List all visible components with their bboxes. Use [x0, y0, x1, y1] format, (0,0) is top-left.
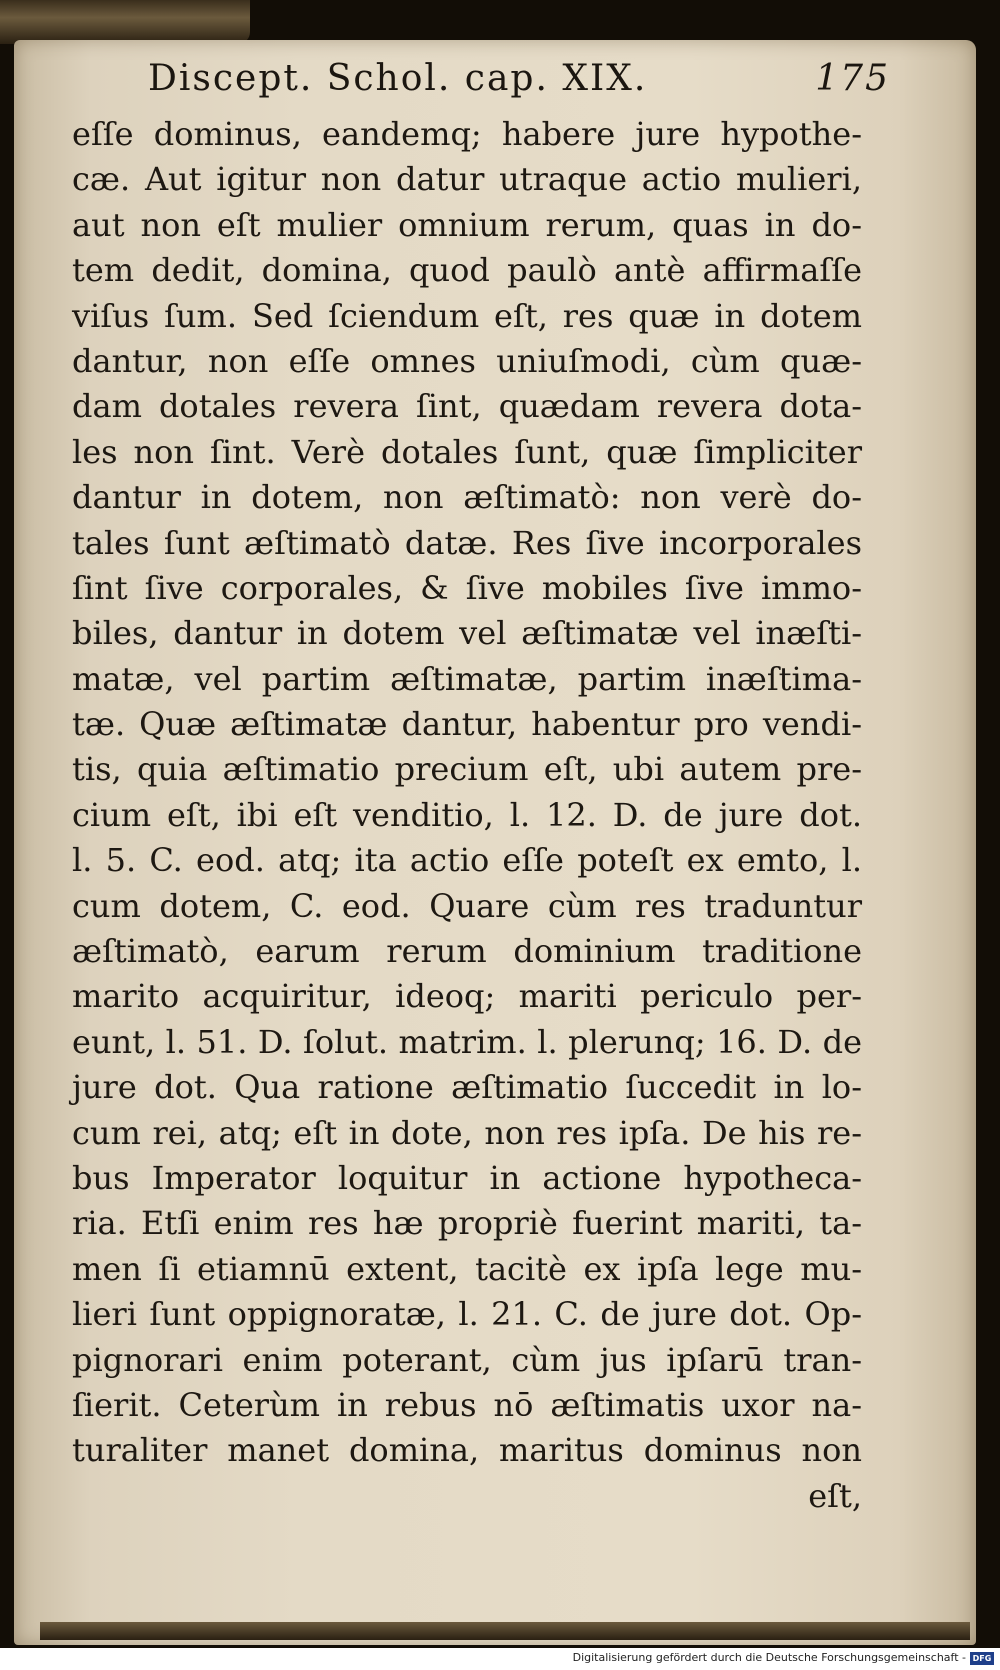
text-line: jure dot. Qua ratione æſtimatio ſuccedit in lo- [72, 1068, 862, 1107]
text-line: æſtimatò, earum rerum dominium traditione [72, 932, 862, 971]
text-line: bus Imperator loquitur in actione hypotheca- [72, 1158, 862, 1197]
page-body-text [72, 112, 862, 1519]
page-number: 175 [815, 58, 890, 99]
text-line: les non ſint. Verè dotales ſunt, quæ ſimpliciter [72, 432, 862, 471]
text-line: dantur in dotem, non æſtimatò: non verè do- [72, 478, 862, 517]
text-line: cium eſt, ibi eſt venditio, l. 12. D. de jure dot. [72, 795, 862, 834]
digitization-footer [0, 1648, 1000, 1670]
text-line: pignorari enim poterant, cùm jus ipſarū tran- [72, 1340, 862, 1379]
text-line: ſint ſive corporales, & ſive mobiles ſive immo- [72, 568, 862, 607]
dfg-logo: DFG [970, 1652, 994, 1665]
text-line: dam dotales revera ſint, quædam revera dota- [72, 387, 862, 426]
text-line: cæ. Aut igitur non datur utraque actio mulieri, [72, 160, 862, 199]
text-line: marito acquiritur, ideoq; mariti periculo per- [72, 977, 862, 1016]
text-line: dantur, non eſſe omnes uniuſmodi, cùm quæ- [72, 341, 862, 380]
catchword: eſt, [808, 1476, 862, 1515]
text-line: lieri ſunt oppignoratæ, l. 21. C. de jure dot. Op- [72, 1295, 862, 1334]
text-line: tis, quia æſtimatio precium eſt, ubi autem pre- [72, 750, 862, 789]
text-line: cum rei, atq; eſt in dote, non res ipſa. De his re- [72, 1113, 862, 1152]
text-line: biles, dantur in dotem vel æſtimatæ vel inæſti- [72, 614, 862, 653]
text-line: eſſe dominus, eandemq; habere jure hypothe- [72, 115, 862, 153]
text-line: l. 5. C. eod. atq; ita actio eſſe poteſt ex emto, l. [72, 841, 862, 880]
text-line: men ſi etiamnū extent, tacitè ex ipſa lege mu- [72, 1249, 862, 1288]
text-line: ſierit. Ceterùm in rebus nō æſtimatis uxor na- [72, 1385, 862, 1424]
text-line: cum dotem, C. eod. Quare cùm res traduntur [72, 886, 862, 925]
text-line: eunt, l. 51. D. ſolut. matrim. l. plerunq; 16. D. de [72, 1022, 862, 1061]
book-spine-edge [0, 0, 250, 44]
text-line: ria. Etſi enim res hæ propriè fuerint mariti, ta- [72, 1204, 862, 1243]
text-line: matæ, vel partim æſtimatæ, partim inæſtima- [72, 659, 862, 698]
running-head: Discept. Schol. cap. XIX. [148, 58, 648, 99]
text-line: tæ. Quæ æſtimatæ dantur, habentur pro vendi- [72, 705, 862, 744]
funding-credit: Digitalisierung gefördert durch die Deutsche Forschungsgemeinschaft - [572, 1651, 966, 1664]
text-line: tem dedit, domina, quod paulò antè affirmaſſe [72, 251, 862, 290]
text-line: tales ſunt æſtimatò datæ. Res ſive incorporales [72, 523, 862, 562]
page-header [148, 58, 888, 106]
text-line: viſus ſum. Sed ſciendum eſt, res quæ in dotem [72, 296, 862, 335]
text-line: aut non eſt mulier omnium rerum, quas in do- [72, 205, 862, 244]
page-bottom-edge [40, 1622, 970, 1640]
text-line: turaliter manet domina, maritus dominus non [72, 1431, 862, 1470]
